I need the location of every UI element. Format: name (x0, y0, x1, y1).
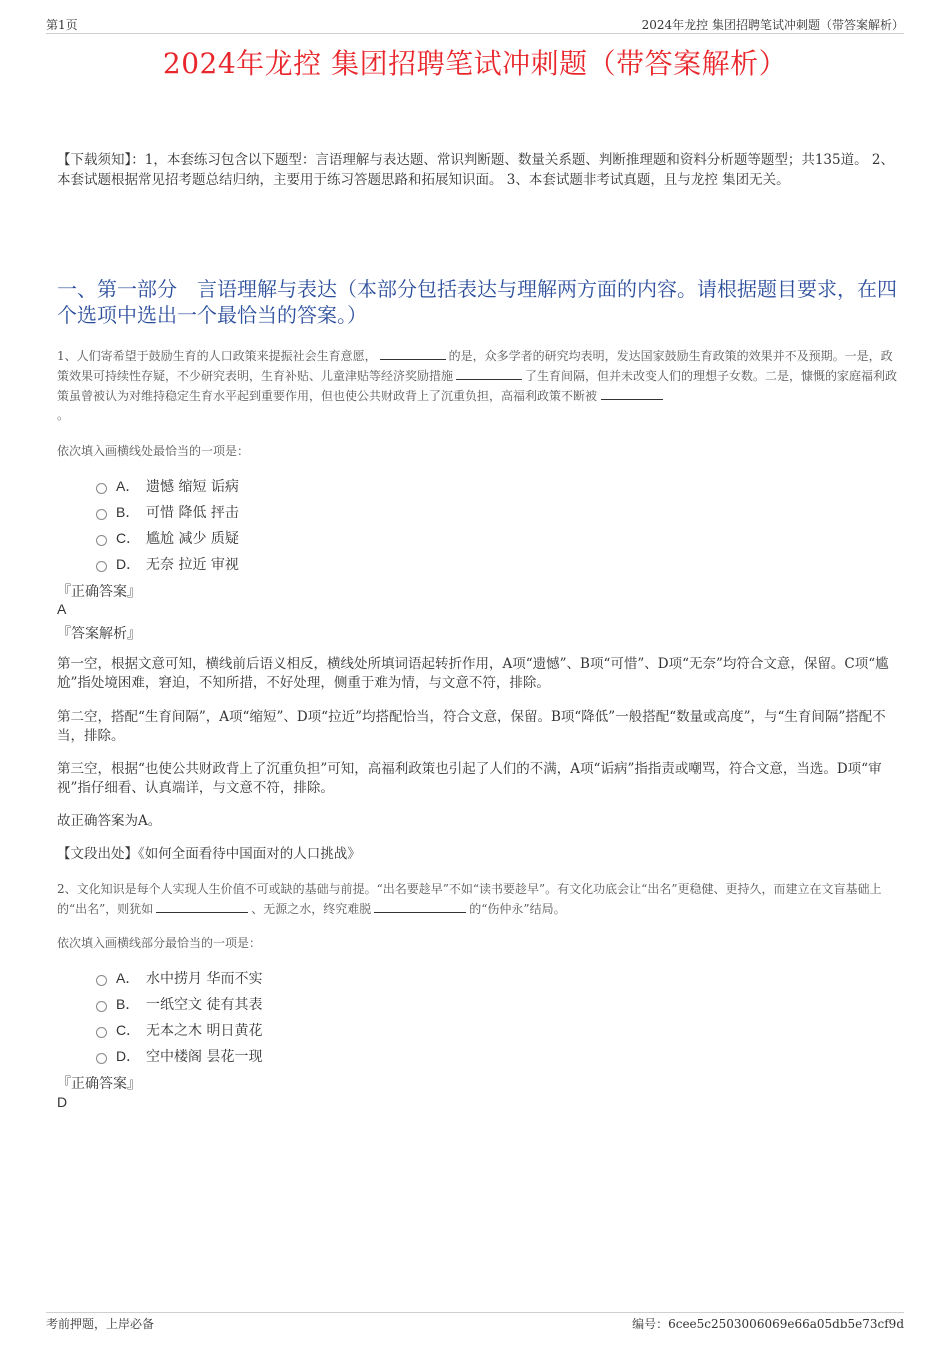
header-doc-title: 2024年龙控 集团招聘笔试冲刺题（带答案解析） (641, 18, 904, 32)
option-text: 无奈 拉近 审视 (146, 557, 239, 573)
radio-icon[interactable] (96, 1027, 107, 1038)
q2-option-c[interactable] (96, 1017, 262, 1043)
q1-options (96, 473, 239, 577)
q2-blank-1 (156, 899, 248, 913)
option-text: 一纸空文 徒有其表 (146, 997, 263, 1013)
option-letter: C． (116, 530, 141, 546)
option-text: 遗憾 缩短 诟病 (146, 479, 239, 495)
option-text: 可惜 降低 抨击 (146, 505, 239, 521)
page-footer (46, 1312, 904, 1333)
radio-icon[interactable] (96, 1001, 107, 1012)
radio-icon[interactable] (96, 483, 107, 494)
q2-text-part-1: 2、文化知识是每个人实现人生价值不可或缺的基础与前提。“出名要趁早”不如“读书要趁早”。有文化功底会让“出名”更稳健、更持久，而建立在文盲基础上的“出名”，则犹如 (57, 882, 882, 916)
section-heading: 一、第一部分 言语理解与表达（本部分包括表达与理解两方面的内容。请根据题目要求，在四个选项中选出一个最恰当的答案。） (57, 277, 897, 327)
q1-text-part-2: 的是，众多学者的研究均表明，发达国家鼓励生育政策的效果并不及预期。一是，政策效果可持续性存疑，不少研究表明，生育补贴、儿童津贴等经济奖励措施 (57, 349, 893, 383)
q1-option-b[interactable] (96, 499, 239, 525)
radio-icon[interactable] (96, 535, 107, 546)
q1-analysis-2: 第二空，搭配“生育间隔”，A项“缩短”、D项“拉近”均搭配恰当，符合文意，保留。B项“降低”一般搭配“数量或高度”，与“生育间隔”搭配不当，排除。 (57, 709, 886, 744)
footer-serial: 编号：6cee5c2503006069e66a05db5e73cf9d (632, 1317, 904, 1331)
page-number: 第1页 (46, 18, 78, 32)
q2-answer-label: 『正确答案』 (57, 1076, 141, 1092)
q1-answer-label: 『正确答案』 (57, 584, 141, 600)
option-letter: A． (116, 478, 140, 494)
document-title: 2024年龙控 集团招聘笔试冲刺题（带答案解析） (162, 47, 788, 80)
q2-option-d[interactable] (96, 1043, 262, 1069)
q1-analysis-3: 第三空，根据“也使公共财政背上了沉重负担”可知，高福利政策也引起了人们的不满，A项“诟病”指指责或嘲骂，符合文意，当选。D项“审视”指仔细看、认真端详，与文意不符，排除。 (57, 761, 882, 796)
download-notice: 【下载须知】：1，本套练习包含以下题型：言语理解与表达题、常识判断题、数量关系题、判断推理题和资料分析题等题型；共135道。 2、本套试题根据常见招考题总结归纳，主要用于练习答题思路和拓展知识面。 3、本套试题非考试真题，且与龙控 集团无关。 (57, 152, 894, 188)
q1-blank-2 (456, 366, 522, 380)
q1-option-a[interactable] (96, 473, 239, 499)
q2-answer: D (57, 1094, 68, 1110)
q1-blank-1 (380, 346, 446, 360)
q2-option-a[interactable] (96, 965, 262, 991)
q1-analysis-4: 故正确答案为A。 (57, 813, 162, 829)
q1-analysis-1: 第一空，根据文意可知，横线前后语义相反，横线处所填词语起转折作用，A项“遗憾”、B项“可惜”、D项“无奈”均符合文意，保留。C项“尴尬”指处境困难，窘迫，不知所措，不好处理，侧重于难为情，与文意不符，排除。 (57, 656, 889, 691)
q2-options (96, 965, 262, 1069)
q2-text-part-2: 、无源之水，终究难脱 (251, 902, 372, 916)
option-letter: C． (116, 1022, 141, 1038)
option-text: 无本之木 明日黄花 (146, 1023, 263, 1039)
option-text: 空中楼阁 昙花一现 (146, 1049, 263, 1065)
radio-icon[interactable] (96, 561, 107, 572)
radio-icon[interactable] (96, 975, 107, 986)
q1-source: 【文段出处】《如何全面看待中国面对的人口挑战》 (57, 846, 361, 862)
q1-instruction: 依次填入画横线处最恰当的一项是： (57, 444, 250, 458)
option-letter: B． (116, 996, 140, 1012)
q1-text-part-1: 1、人们寄希望于鼓励生育的人口政策来提振社会生育意愿， (57, 349, 377, 363)
q2-instruction: 依次填入画横线部分最恰当的一项是： (57, 936, 262, 950)
radio-icon[interactable] (96, 509, 107, 520)
option-letter: D． (116, 1048, 141, 1064)
option-letter: B． (116, 504, 140, 520)
question-1-text (57, 346, 899, 425)
q1-text-part-4: 。 (57, 408, 70, 422)
q1-answer: A (57, 601, 67, 617)
option-letter: D． (116, 556, 141, 572)
footer-slogan: 考前押题，上岸必备 (46, 1317, 155, 1331)
q1-option-d[interactable] (96, 551, 239, 577)
q2-blank-2 (374, 899, 466, 913)
q1-text-part-3: 了生育间隔，但并未改变人们的理想子女数。二是，慷慨的家庭福利政策虽曾被认为对维持稳定生育水平起到重要作用，但也使公共财政背上了沉重负担，高福利政策不断被 (57, 369, 898, 403)
q2-text-part-3: 的“伤仲永”结局。 (469, 902, 566, 916)
q1-analysis-label: 『答案解析』 (57, 626, 141, 642)
option-text: 水中捞月 华而不实 (146, 971, 263, 987)
q1-option-c[interactable] (96, 525, 239, 551)
question-2-text (57, 880, 899, 919)
page-header (46, 16, 904, 34)
radio-icon[interactable] (96, 1053, 107, 1064)
option-letter: A． (116, 970, 140, 986)
option-text: 尴尬 减少 质疑 (146, 531, 239, 547)
q1-blank-3 (601, 386, 663, 400)
q2-option-b[interactable] (96, 991, 262, 1017)
